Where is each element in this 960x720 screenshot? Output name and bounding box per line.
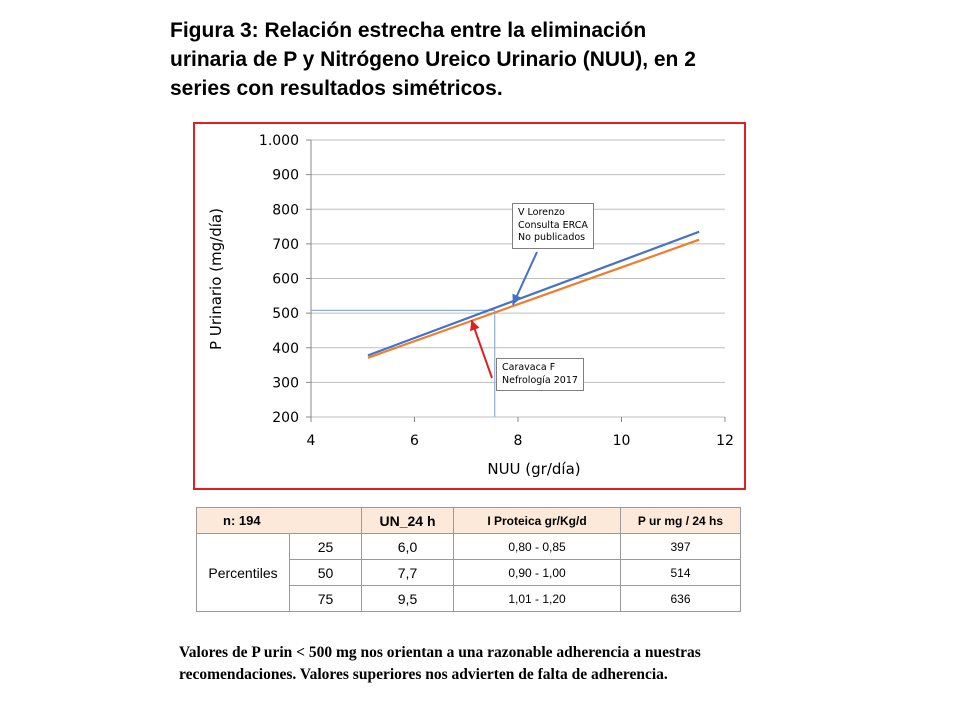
y-tick-label: 700 xyxy=(272,236,299,253)
un-cell: 6,0 xyxy=(362,534,454,560)
un-cell: 9,5 xyxy=(362,586,454,612)
y-tick-label: 900 xyxy=(272,167,299,184)
x-axis-label: NUU (gr/día) xyxy=(487,460,581,478)
tick-labels xyxy=(259,133,734,449)
y-tick-label: 200 xyxy=(272,410,299,426)
chart-frame xyxy=(193,122,746,490)
protein-header: I Proteica gr/Kg/d xyxy=(454,508,621,534)
n-header: n: 194 xyxy=(197,508,362,534)
y-tick-label: 1.000 xyxy=(258,133,299,149)
pct-cell: 50 xyxy=(290,560,362,586)
percentiles-label: Percentiles xyxy=(197,534,290,612)
percentiles-table xyxy=(196,507,741,612)
x-tick-label: 6 xyxy=(410,433,419,449)
x-tick-label: 10 xyxy=(612,433,631,449)
un-header: UN_24 h xyxy=(362,508,454,534)
percentiles-table-wrap xyxy=(196,507,741,612)
x-tick-label: 8 xyxy=(513,433,523,449)
annotation-caravaca: Caravaca F Nefrología 2017 xyxy=(496,358,584,391)
protein-cell: 0,80 - 0,85 xyxy=(454,534,621,560)
y-tick-label: 300 xyxy=(272,375,299,392)
table-header-row xyxy=(197,508,741,534)
y-tick-label: 500 xyxy=(272,306,299,323)
protein-cell: 1,01 - 1,20 xyxy=(454,586,621,612)
series-lines xyxy=(368,232,699,358)
pct-cell: 75 xyxy=(290,586,362,612)
y-tick-label: 800 xyxy=(272,202,299,219)
figure-title: Figura 3: Relación estrecha entre la eliminación urinaria de P y Nitrógeno Ureico Urinario (NUU), en 2 series con resultados simétricos. xyxy=(170,19,696,100)
table-row xyxy=(197,534,741,560)
reference-lines xyxy=(311,310,495,417)
series-line-0 xyxy=(368,232,699,356)
annotation-lorenzo: V Lorenzo Consulta ERCA No publicados xyxy=(512,203,594,249)
pur-header: P ur mg / 24 hs xyxy=(621,508,741,534)
pur-cell: 514 xyxy=(621,560,741,586)
protein-cell: 0,90 - 1,00 xyxy=(454,560,621,586)
y-axis-label: P Urinario (mg/día) xyxy=(207,208,225,350)
y-tick-label: 600 xyxy=(272,271,299,288)
pct-cell: 25 xyxy=(290,534,362,560)
pur-cell: 636 xyxy=(621,586,741,612)
x-tick-label: 4 xyxy=(306,433,316,449)
pur-cell: 397 xyxy=(621,534,741,560)
x-tick-label: 12 xyxy=(716,433,734,449)
footnote: Valores de P urin < 500 mg nos orientan a una razonable adherencia a nuestras recomendaciones. Valores superiores nos advierten de falta de adherencia. xyxy=(179,644,701,683)
un-cell: 7,7 xyxy=(362,560,454,586)
chart-svg xyxy=(195,124,744,488)
y-tick-label: 400 xyxy=(272,340,299,357)
